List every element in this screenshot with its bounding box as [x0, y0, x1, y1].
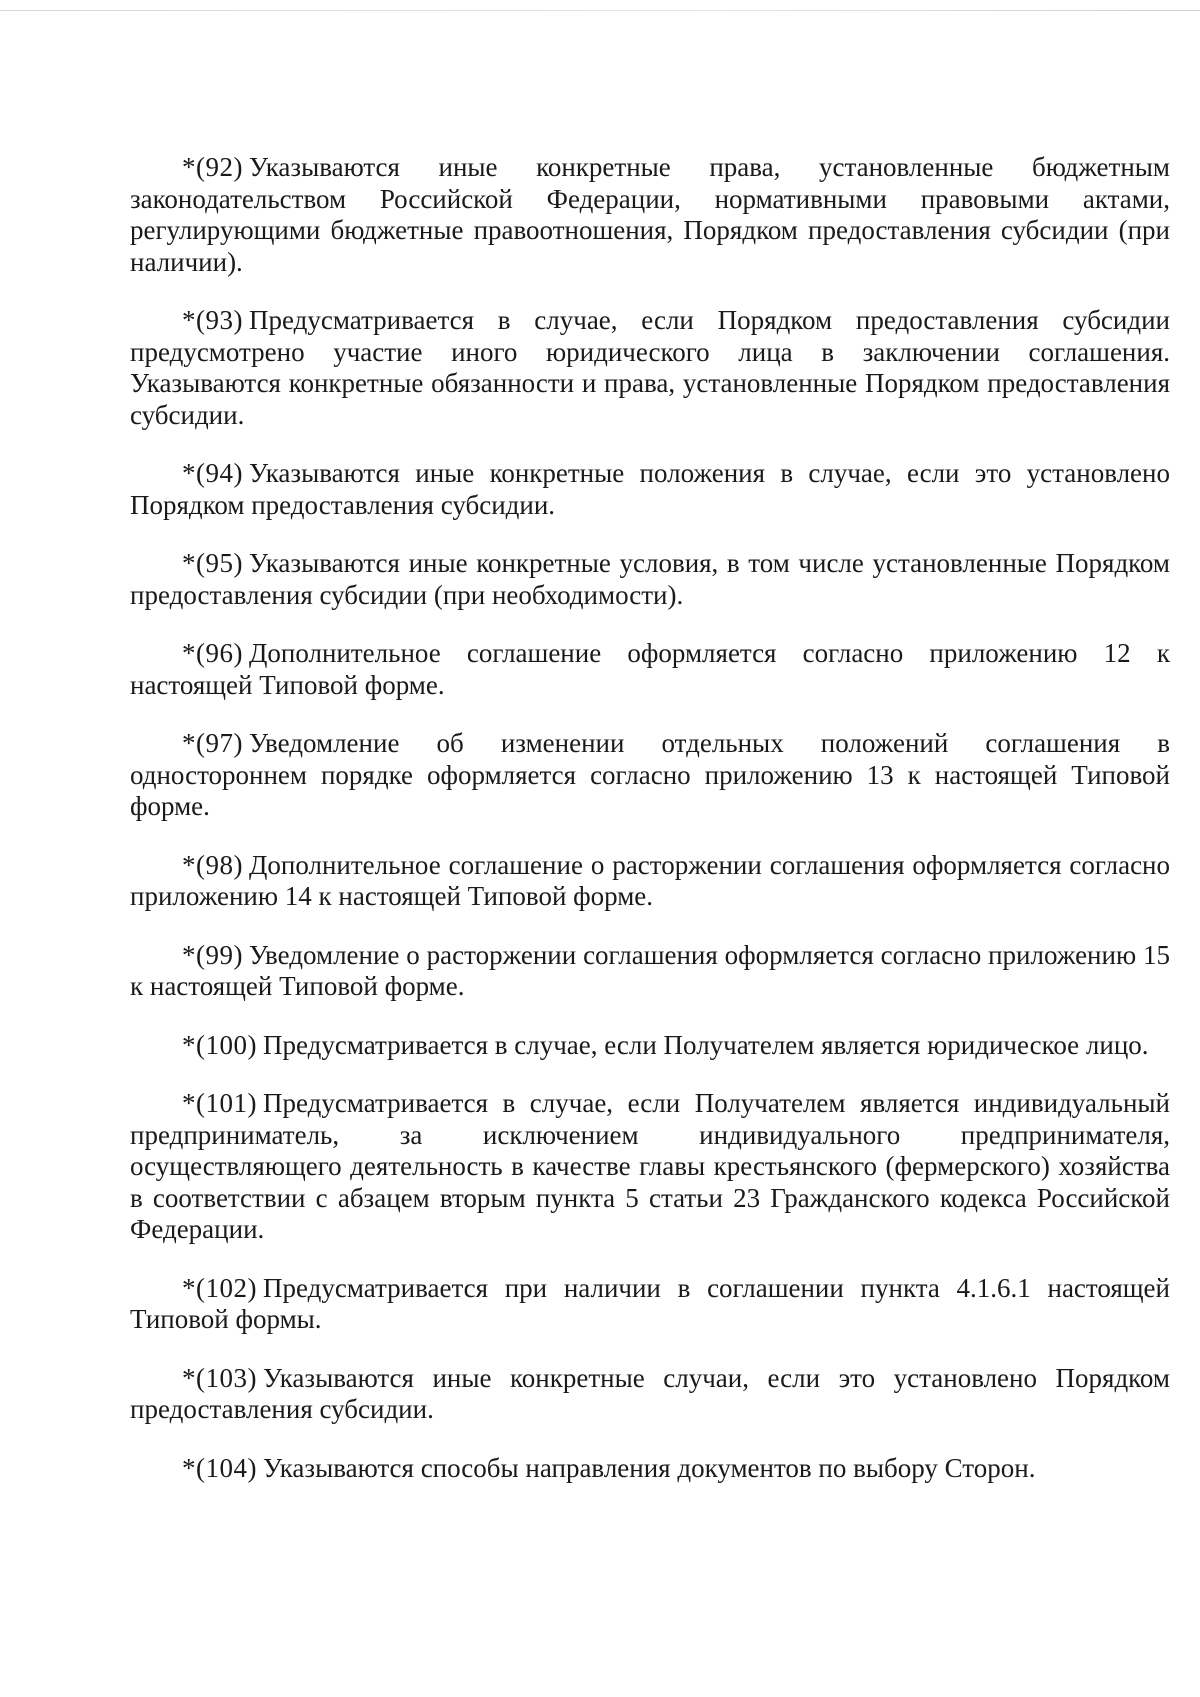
- footnote-94: [130, 458, 1170, 521]
- footnote-text: Дополнительное соглашение оформляется согласно приложению 12 к настоящей Типовой форме.: [130, 638, 1170, 700]
- footnote-marker: *(98): [182, 849, 243, 880]
- footnote-103: [130, 1363, 1170, 1426]
- footnote-marker: *(102): [182, 1272, 257, 1303]
- footnote-marker: *(94): [182, 458, 243, 488]
- footnote-marker: *(97): [182, 728, 243, 758]
- footnote-text: Указываются иные конкретные условия, в том числе установленные Порядком предоставления субсидии (при необходимости).: [130, 548, 1170, 610]
- footnote-marker: *(95): [182, 548, 243, 578]
- footnote-marker: *(104): [182, 1452, 257, 1483]
- footnote-text: Указываются иные конкретные права, установленные бюджетным законодательством Российской Федерации, нормативными правовыми актами, регулирующими бюджетные правоотношения, Порядком предоставления субсидии (при наличии).: [130, 152, 1170, 277]
- footnote-marker: *(103): [182, 1362, 257, 1393]
- footnote-93: [130, 305, 1170, 431]
- footnote-100: [130, 1030, 1170, 1062]
- footnote-96: [130, 638, 1170, 701]
- footnote-text: Уведомление о расторжении соглашения оформляется согласно приложению 15 к настоящей Типовой форме.: [130, 939, 1170, 1001]
- footnotes-list: [130, 152, 1170, 1511]
- footnote-marker: *(93): [182, 305, 243, 335]
- footnote-99: [130, 940, 1170, 1003]
- footnote-text: Указываются иные конкретные положения в случае, если это установлено Порядком предоставления субсидии.: [130, 458, 1170, 520]
- footnote-marker: *(99): [182, 939, 243, 970]
- scan-edge-line: [0, 10, 1200, 11]
- footnote-text: Предусматривается в случае, если Получателем является юридическое лицо.: [262, 1029, 1149, 1060]
- footnote-104: [130, 1453, 1170, 1485]
- footnote-text: Дополнительное соглашение о расторжении соглашения оформляется согласно приложению 14 к настоящей Типовой форме.: [130, 849, 1170, 911]
- footnote-98: [130, 850, 1170, 913]
- footnote-102: [130, 1273, 1170, 1336]
- footnote-92: [130, 152, 1170, 278]
- footnote-marker: *(101): [182, 1088, 257, 1118]
- footnote-marker: *(92): [182, 152, 243, 182]
- footnote-text: Указываются иные конкретные случаи, если это установлено Порядком предоставления субсидии.: [130, 1362, 1170, 1424]
- footnote-97: [130, 728, 1170, 823]
- footnote-text: Указываются способы направления документов по выбору Сторон.: [262, 1452, 1036, 1483]
- footnote-text: Предусматривается в случае, если Получателем является индивидуальный предприниматель, за исключением индивидуального предпринимателя, осуществляющего деятельность в качестве главы крестьянского (фермерского) хозяйства в соответствии с абзацем вторым пункта 5 статьи 23 Гражданского кодекса Российской Федерации.: [130, 1088, 1170, 1244]
- footnote-95: [130, 548, 1170, 611]
- footnote-101: [130, 1088, 1170, 1246]
- footnote-text: Уведомление об изменении отдельных положений соглашения в одностороннем порядке оформляется согласно приложению 13 к настоящей Типовой форме.: [130, 728, 1170, 821]
- footnote-text: Предусматривается в случае, если Порядком предоставления субсидии предусмотрено участие иного юридического лица в заключении соглашения. Указываются конкретные обязанности и права, установленные Порядком предоставления субсидии.: [130, 305, 1170, 430]
- footnote-marker: *(96): [182, 638, 243, 668]
- footnote-marker: *(100): [182, 1029, 257, 1060]
- footnote-text: Предусматривается при наличии в соглашении пункта 4.1.6.1 настоящей Типовой формы.: [130, 1272, 1170, 1334]
